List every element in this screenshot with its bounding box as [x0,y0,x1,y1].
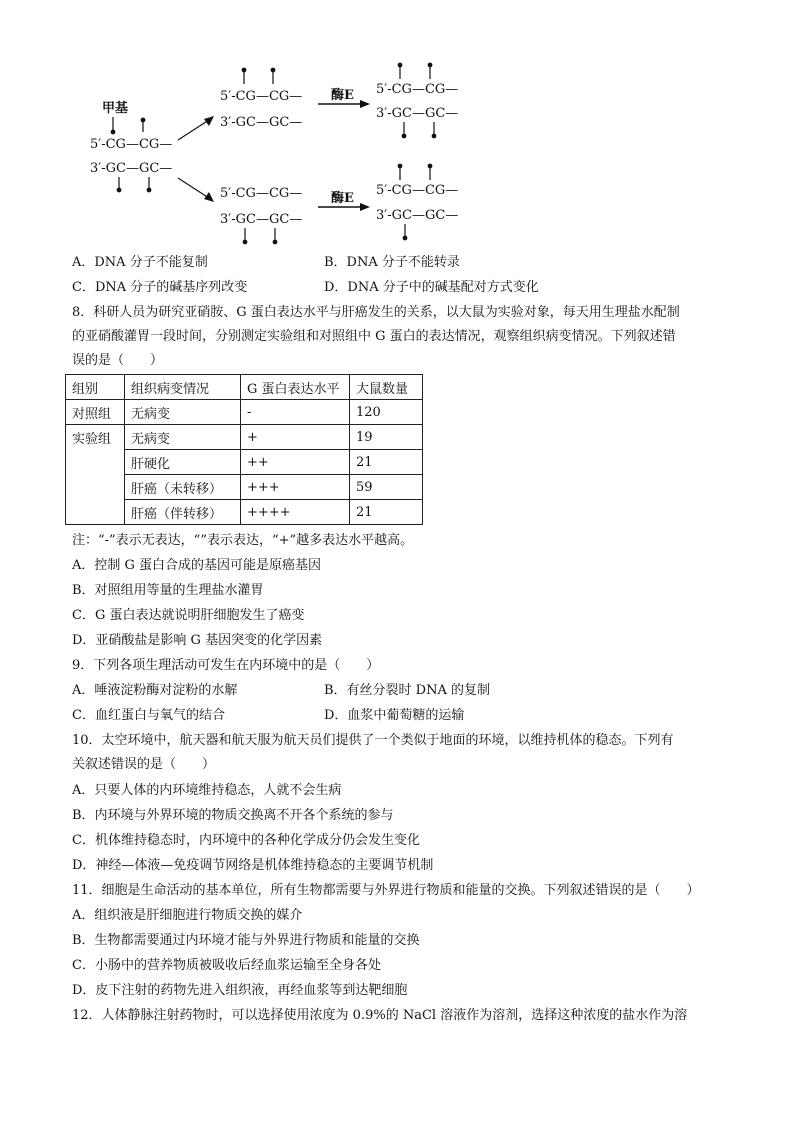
q8-option-d: D．亚硝酸盐是影响 G 基因突变的化学因素 [72,633,323,648]
q10-option-a: A．只要人体的内环境维持稳态，人就不会生病 [72,783,342,798]
q8-note: 注：“-”表示无表达，“”表示表达，“+”越多表达水平越高。 [72,533,414,548]
lesion-cell: 肝癌（伴转移） [125,500,241,525]
level-cell: - [241,400,350,425]
q10-option-c: C．机体维持稳态时，内环境中的各种化学成分仍会发生变化 [72,833,420,848]
count-cell: 21 [350,450,423,475]
q11-stem: 11．细胞是生命活动的基本单位，所有生物都需要与外界进行物质和能量的交换。下列叙述错误的是（ ） [72,883,700,898]
q12-stem: 12．人体静脉注射药物时，可以选择使用浓度为 0.9%的 NaCl 溶液作为溶剂，选择这种浓度的盐水作为溶 [72,1008,688,1023]
q8-option-b: B．对照组用等量的生理盐水灌胃 [72,583,264,598]
count-cell: 21 [350,500,423,525]
count-cell: 19 [350,425,423,450]
q11-option-b: B．生物都需要通过内环境才能与外界进行物质和能量的交换 [72,933,420,948]
q10-stem-line-2: 关叙述错误的是（ ） [72,757,216,772]
level-cell: ++++ [241,500,350,525]
q8-option-a: A．控制 G 蛋白合成的基因可能是原癌基因 [72,558,322,573]
lower-strand-5: 5′-CG—CG— [220,186,303,201]
q8-stem-line-3: 误的是（ ） [72,353,164,368]
enzyme-label-top: 酶E [331,88,354,103]
header-rat-count: 大鼠数量 [350,375,423,400]
lower-strand-3: 3′-GC—GC— [220,212,303,227]
upper-strand-5: 5′-CG—CG— [220,89,303,104]
experiment-group-cell: 实验组 [66,425,125,525]
q11-option-d: D．皮下注射的药物先进入组织液，再经血浆等到达靶细胞 [72,983,408,998]
control-group-cell: 对照组 [66,400,125,425]
q10-option-d: D．神经—体液—免疫调节网络是机体维持稳态的主要调节机制 [72,858,434,873]
q7-option-c: C．DNA 分子的碱基序列改变 [72,280,248,295]
level-cell: ++ [241,450,350,475]
q8-data-table [65,374,423,525]
table-header-row [66,375,423,400]
q9-option-b: B．有丝分裂时 DNA 的复制 [324,683,491,698]
q9-stem: 9．下列各项生理活动可发生在内环境中的是（ ） [72,658,380,673]
level-cell: +++ [241,475,350,500]
count-cell: 59 [350,475,423,500]
table-row [66,425,423,450]
table-row [66,400,423,425]
header-lesion: 组织病变情况 [125,375,241,400]
q8-stem-line-2: 的亚硝酸灌胃一段时间，分别测定实验组和对照组中 G 蛋白的表达情况，观察组织病变情况。下列叙述错 [72,329,676,344]
header-g-protein-level: G 蛋白表达水平 [241,375,350,400]
left-strand-3: 3′-GC—GC— [90,161,173,176]
upper-right-strand-5: 5′-CG—CG— [376,82,459,97]
q7-option-d: D．DNA 分子中的碱基配对方式变化 [324,280,539,295]
lesion-cell: 肝硬化 [125,450,241,475]
q11-option-a: A．组织液是肝细胞进行物质交换的媒介 [72,908,303,923]
enzyme-label-bottom: 酶E [331,191,354,206]
q9-option-c: C．血红蛋白与氧气的结合 [72,708,225,723]
count-cell: 120 [350,400,423,425]
lesion-cell: 无病变 [125,400,241,425]
q9-option-d: D．血浆中葡萄糖的运输 [324,708,465,723]
level-cell: + [241,425,350,450]
q8-option-c: C．G 蛋白表达就说明肝细胞发生了癌变 [72,608,305,623]
q11-option-c: C．小肠中的营养物质被吸收后经血浆运输至全身各处 [72,958,381,973]
q9-option-a: A．唾液淀粉酶对淀粉的水解 [72,683,238,698]
dna-methylation-diagram [0,0,794,250]
q8-stem-line-1: 8．科研人员为研究亚硝胺、G 蛋白表达水平与肝癌发生的关系，以大鼠为实验对象，每天用生理盐水配制 [72,305,680,320]
lower-right-strand-3: 3′-GC—GC— [376,208,459,223]
lesion-cell: 肝癌（未转移） [125,475,241,500]
upper-right-strand-3: 3′-GC—GC— [376,106,459,121]
q7-option-b: B．DNA 分子不能转录 [324,255,460,270]
q10-stem-line-1: 10．太空环境中，航天器和航天服为航天员们提供了一个类似于地面的环境，以维持机体的稳态。下列有 [72,733,674,748]
lower-right-strand-5: 5′-CG—CG— [376,183,459,198]
upper-strand-3: 3′-GC—GC— [220,115,303,130]
methyl-label: 甲基 [102,101,129,116]
left-strand-5: 5′-CG—CG— [90,137,173,152]
lesion-cell: 无病变 [125,425,241,450]
q7-option-a: A．DNA 分子不能复制 [72,255,208,270]
q10-option-b: B．内环境与外界环境的物质交换离不开各个系统的参与 [72,808,394,823]
header-group: 组别 [66,375,125,400]
